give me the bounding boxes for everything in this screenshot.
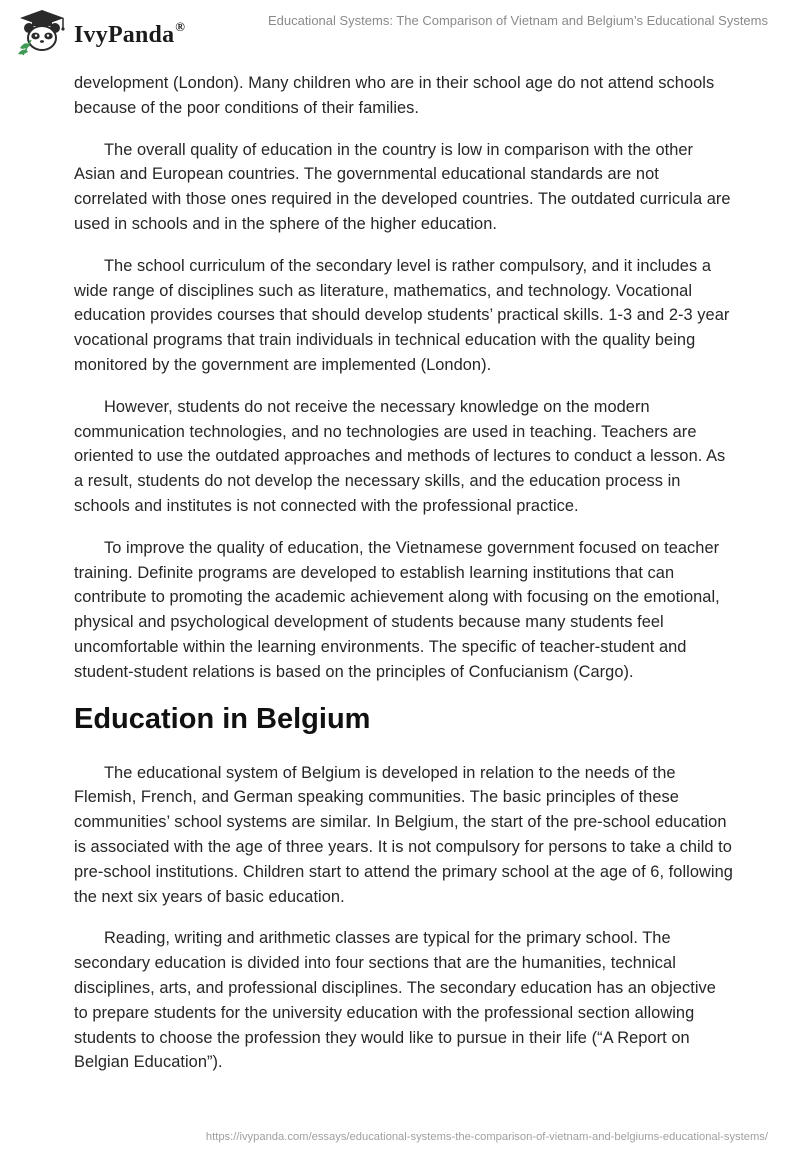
document-title: Educational Systems: The Comparison of Vietnam and Belgium’s Educational Systems (267, 13, 768, 28)
paragraph: The school curriculum of the secondary level is rather compulsory, and it includes a wide range of disciplines such as literature, mathematics, and technology. Vocational education provides courses that should develop students’ practical skills. 1-3 and 2-3 year vocational programs that train individuals in technical education with the quality being monitored by the government are implemented (London). (74, 256, 730, 374)
paragraph: Reading, writing and arithmetic classes are typical for the primary school. The secondary education is divided into four sections that are the humanities, technical disciplines, arts, and professional disciplines. The secondary education has an objective to prepare students for the university education with the professional section allowing students to choose the profession they would like to pursue in their life (“A Report on Belgian Education”). (74, 929, 716, 1072)
paragraph: The overall quality of education in the country is low in comparison with the other Asian and European countries. The governmental educational standards are not correlated with those ones required in the developed countries. The outdated curricula are used in schools and in the sphere of the higher education. (74, 140, 731, 233)
paragraph: However, students do not receive the necessary knowledge on the modern communication technologies, and no technologies are used in teaching. Teachers are oriented to use the outdated approaches and methods of lectures to conduct a lesson. As a result, students do not develop the necessary skills, and the education process in schools and institutes is not connected with the professional practice. (74, 397, 726, 515)
paragraph-continued: development (London). Many children who are in their school age do not attend schools because of the poor conditions of their families. (74, 74, 715, 117)
section-heading-belgium: Education in Belgium (74, 702, 371, 735)
paragraph: To improve the quality of education, the Vietnamese government focused on teacher training. Definite programs are developed to establish learning institutions that can contribute to promoting the academic achievement along with focusing on the emotional, physical and psychological development of students because many students feel uncomfortable within the learning environments. The specific of teacher-student and student-student relations is based on the principles of Confucianism (Cargo). (74, 538, 720, 681)
paragraph: The educational system of Belgium is developed in relation to the needs of the Flemish, French, and German speaking communities. The basic principles of these communities’ school systems are similar. In Belgium, the start of the pre-school education is associated with the age of three years. It is not compulsory for persons to take a child to pre-school institutions. Children start to attend the primary school at the age of 6, following the next six years of basic education. (74, 763, 733, 906)
essay-content (74, 71, 734, 1092)
panda-graduate-icon (14, 8, 70, 56)
brand-text: IvyPanda (74, 21, 175, 48)
source-url-link[interactable]: https://ivypanda.com/essays/educational-systems-the-comparison-of-vietnam-and-belgiums-educational-systems/ (205, 1131, 768, 1143)
brand-name (74, 18, 186, 48)
registered-mark: ® (175, 18, 186, 34)
page-header (0, 0, 800, 64)
ivypanda-logo-link[interactable] (14, 8, 185, 56)
